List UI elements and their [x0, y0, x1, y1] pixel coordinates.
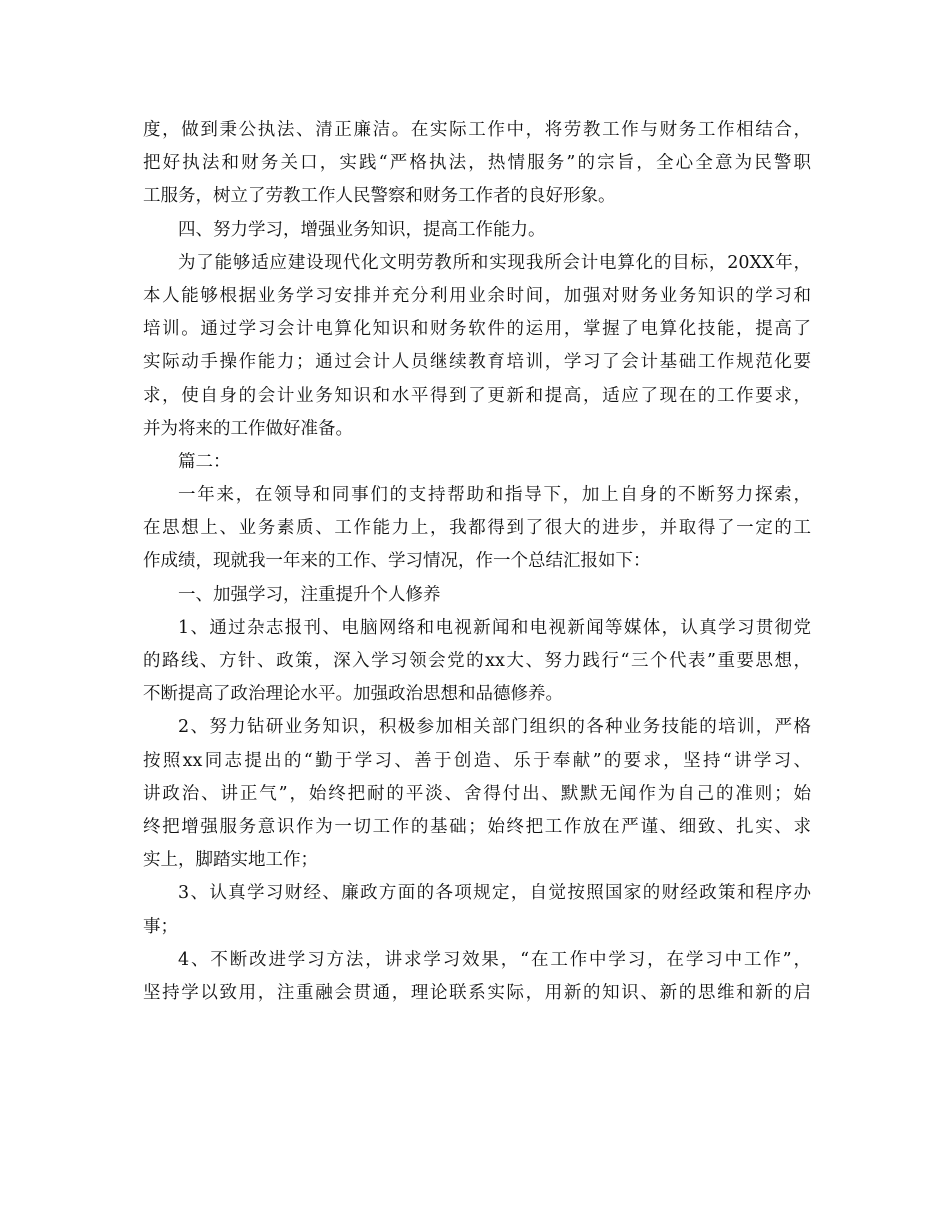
section-heading: 一、加强学习，注重提升个人修养: [178, 584, 441, 605]
text-line: 一年来，在领导和同事们的支持帮助和指导下，加上自身的不断努力探索，: [178, 485, 811, 506]
text-line: 求，使自身的会计业务知识和水平得到了更新和提高，适应了现在的工作要求，: [143, 385, 811, 406]
text-line: 把好执法和财务关口，实践“严格执法，热情服务”的宗旨，全心全意为民警职: [143, 153, 811, 174]
text-line: 3、认真学习财经、廉政方面的各项规定，自觉按照国家的财经政策和程序办: [178, 883, 811, 904]
text-line: 本人能够根据业务学习安排并充分利用业余时间，加强对财务业务知识的学习和: [143, 285, 811, 306]
text-line: 2、努力钻研业务知识，积极参加相关部门组织的各种业务技能的培训，严格: [178, 717, 811, 738]
document-body: [143, 114, 811, 1010]
text-line: 培训。通过学习会计电算化知识和财务软件的运用，掌握了电算化技能，提高了: [143, 319, 811, 340]
text-line: 实际动手操作能力；通过会计人员继续教育培训，学习了会计基础工作规范化要: [143, 352, 811, 373]
text-line: 事；: [143, 916, 178, 937]
text-line: 不断提高了政治理论水平。加强政治思想和品德修养。: [143, 684, 563, 705]
text-line: 工服务，树立了劳教工作人民警察和财务工作者的良好形象。: [143, 186, 616, 207]
section-heading: 四、努力学习，增强业务知识，提高工作能力。: [178, 219, 546, 240]
text-line: 终把增强服务意识作为一切工作的基础；始终把工作放在严谨、细致、扎实、求: [143, 816, 811, 837]
part-heading: 篇二：: [178, 451, 231, 472]
text-line: 作成绩，现就我一年来的工作、学习情况，作一个总结汇报如下：: [143, 551, 651, 572]
text-line: 讲政治、讲正气”，始终把耐的平淡、舍得付出、默默无闻作为自己的准则；始: [143, 783, 811, 804]
text-line: 并为将来的工作做好准备。: [143, 418, 353, 439]
text-line: 在思想上、业务素质、工作能力上，我都得到了很大的进步，并取得了一定的工: [143, 518, 811, 539]
text-line: 的路线、方针、政策，深入学习领会党的xx大、努力践行“三个代表”重要思想，: [143, 651, 811, 671]
text-line: 坚持学以致用，注重融会贯通，理论联系实际，用新的知识、新的思维和新的启: [143, 982, 811, 1003]
text-line: 1、通过杂志报刊、电脑网络和电视新闻和电视新闻等媒体，认真学习贯彻党: [178, 617, 811, 638]
text-line: 度，做到秉公执法、清正廉洁。在实际工作中，将劳教工作与财务工作相结合，: [143, 120, 811, 140]
text-line: 4、不断改进学习方法，讲求学习效果，“在工作中学习，在学习中工作”，: [178, 949, 811, 970]
text-line: 为了能够适应建设现代化文明劳教所和实现我所会计电算化的目标，20XX年，: [178, 252, 811, 273]
text-line: 实上，脚踏实地工作；: [143, 850, 318, 871]
text-line: 按照xx同志提出的“勤于学习、善于创造、乐于奉献”的要求，坚持“讲学习、: [143, 750, 811, 771]
